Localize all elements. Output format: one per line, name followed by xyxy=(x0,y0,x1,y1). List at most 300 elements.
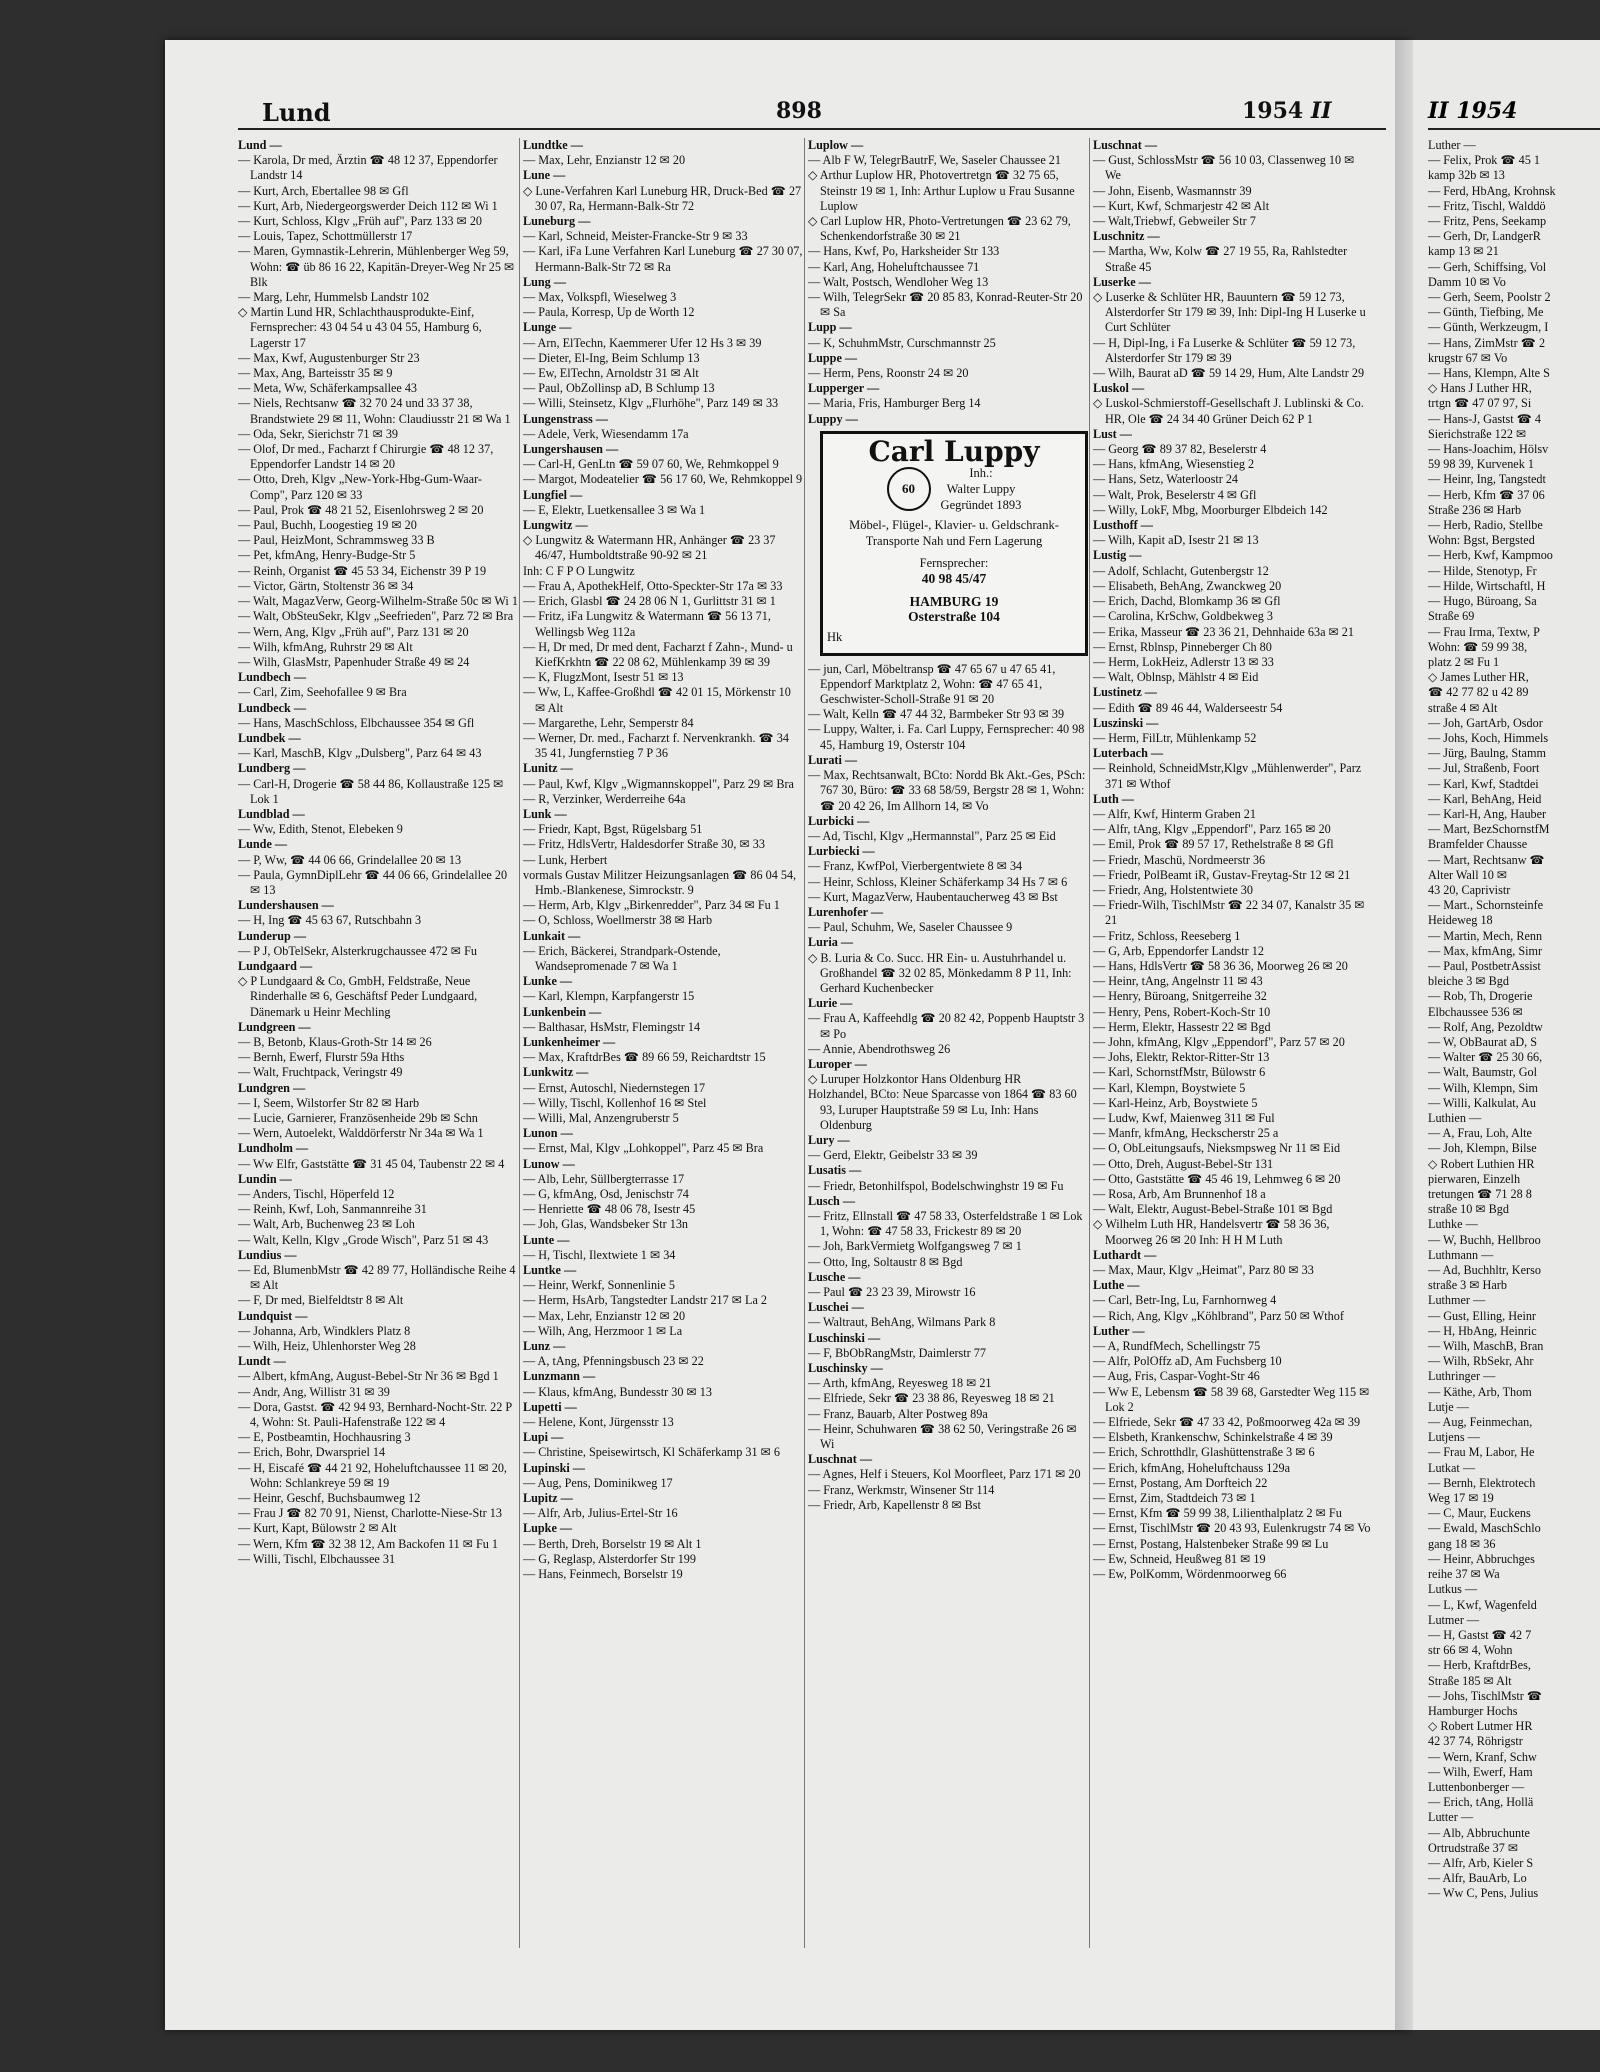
directory-entry: ◇ B. Luria & Co. Succ. HR Ein- u. Austuhrhandel u. Großhandel ☎ 32 02 85, Mönkedamm 8 P 11, Inh: Gerhard Kuchenbecker xyxy=(808,950,1072,995)
surname-heading: Luppy — xyxy=(808,411,858,426)
surname-heading: Luroper — xyxy=(808,1056,867,1071)
directory-entry: — Agnes, Helf i Steuers, Kol Moorfleet, Parz 171 ✉ 20 xyxy=(808,1467,1081,1482)
surname-heading: Lundgren — xyxy=(238,1080,306,1095)
directory-entry: — Alfr, Kwf, Hinterm Graben 21 xyxy=(1093,806,1256,821)
surname-heading: Lundgaard — xyxy=(238,958,313,973)
facing-entry: Lutkus — xyxy=(1428,1582,1478,1597)
facing-entry: Luthmann — xyxy=(1428,1247,1494,1262)
ad-owner-block xyxy=(941,465,1022,513)
directory-entry: — Otto, Ing, Soltaustr 8 ✉ Bgd xyxy=(808,1254,963,1269)
directory-entry: — A, RundfMech, Schellingstr 75 xyxy=(1093,1339,1261,1354)
facing-entry: 43 20, Caprivistr xyxy=(1428,882,1511,897)
directory-entry: — E, Elektr, Luetkensallee 3 ✉ Wa 1 xyxy=(523,502,706,517)
facing-entry: Lutter — xyxy=(1428,1810,1474,1825)
directory-entry: — Dora, Gastst. ☎ 42 94 93, Bernhard-Nocht-Str. 22 P 4, Wohn: St. Pauli-Hafenstraße 122 ✉ 4 xyxy=(238,1399,512,1430)
facing-entry: — Fritz, Pens, Seekamp xyxy=(1428,214,1547,229)
directory-entry: — Karola, Dr med, Ärztin ☎ 48 12 37, Eppendorfer Landstr 14 xyxy=(238,153,498,183)
directory-entry: — Kurt, MagazVerw, Haubentaucherweg 43 ✉ Bst xyxy=(808,889,1058,904)
facing-entry: — Käthe, Arb, Thom xyxy=(1428,1384,1532,1399)
surname-heading: Lunow — xyxy=(523,1156,575,1171)
directory-entry: — Friedr, Kapt, Bgst, Rügelsbarg 51 xyxy=(523,822,703,837)
surname-heading: Luther — xyxy=(1093,1323,1145,1338)
facing-entry: Elbchaussee 536 ✉ xyxy=(1428,1004,1523,1019)
facing-entry: Luthringer — xyxy=(1428,1369,1496,1384)
surname-heading: Lunkenbein — xyxy=(523,1004,602,1019)
directory-entry: — Ernst, Mal, Klgv „Lohkoppel", Parz 45 ✉ Bra xyxy=(523,1141,764,1156)
ad-company-name: Carl Luppy xyxy=(868,434,1040,468)
directory-entry: — Annie, Abendrothsweg 26 xyxy=(808,1041,951,1056)
directory-entry: — Walt, Arb, Buchenweg 23 ✉ Loh xyxy=(238,1217,415,1232)
ad-owner: Walter Luppy xyxy=(946,482,1016,497)
directory-entry: — jun, Carl, Möbeltransp ☎ 47 65 67 u 47 65 41, Eppendorf Marktplatz 2, Wohn: ☎ 47 65 41, Geschwister-Scholl-Straße 91 ✉ 20 xyxy=(808,661,1056,707)
directory-entry: — John, Eisenb, Wasmannstr 39 xyxy=(1093,183,1252,198)
directory-entry: — Frau J ☎ 82 70 91, Nienst, Charlotte-Niese-Str 13 xyxy=(238,1506,502,1521)
directory-entry: — Willy, LokF, Mbg, Moorburger Elbdeich 142 xyxy=(1093,502,1328,517)
directory-entry: — Friedr, Maschü, Nordmeerstr 36 xyxy=(1093,852,1266,867)
directory-entry: — Carl, Betr-Ing, Lu, Farnhornweg 4 xyxy=(1093,1293,1277,1308)
facing-entry: Lutje — xyxy=(1428,1399,1469,1414)
directory-entry: — Ww, L, Kaffee-Großhdl ☎ 42 01 15, Mörkenstr 10 ✉ Alt xyxy=(523,685,791,715)
directory-entry: — Maria, Fris, Hamburger Berg 14 xyxy=(808,396,981,411)
directory-entry: — Fritz, iFa Lungwitz & Watermann ☎ 56 13 71, Wellingsb Weg 112a xyxy=(523,609,771,639)
directory-entry: — Lucie, Garnierer, Französenheide 29b ✉ Schn xyxy=(238,1111,478,1125)
directory-entry: — Walt, Oblnsp, Mählstr 4 ✉ Eid xyxy=(1093,670,1259,685)
facing-entry: Heideweg 18 xyxy=(1428,913,1493,928)
directory-entry: — Elisabeth, BehAng, Zwanckweg 20 xyxy=(1093,578,1282,593)
directory-entry: — Hans, kfmAng, Wiesenstieg 2 xyxy=(1093,457,1255,472)
facing-entry: — Ww C, Pens, Julius xyxy=(1428,1886,1539,1901)
directory-entry: — Franz, KwfPol, Vierbergentwiete 8 ✉ 34 xyxy=(808,859,1023,874)
directory-entry: — Reinh, Organist ☎ 45 53 34, Eichenstr 39 P 19 xyxy=(238,563,487,578)
surname-heading: Lundbek — xyxy=(238,730,301,745)
directory-entry: — Victor, Gärtn, Stoltenstr 36 ✉ 34 xyxy=(238,578,414,593)
directory-entry: — Alfr, Arb, Julius-Ertel-Str 16 xyxy=(523,1506,678,1521)
surname-heading: Lunon — xyxy=(523,1126,573,1141)
facing-entry: Lutkat — xyxy=(1428,1460,1476,1475)
facing-entry: ◇ James Luther HR, xyxy=(1428,670,1529,685)
directory-entry: — Frau A, Kaffeehdlg ☎ 20 82 42, Poppenb Hauptstr 3 ✉ Po xyxy=(808,1011,1085,1041)
facing-entry: — Mart., Schornsteinfe xyxy=(1428,898,1544,913)
facing-entry: ◇ Hans J Luther HR, xyxy=(1428,381,1532,396)
directory-entry: — Erich, Schrotthdlr, Glashüttenstraße 3 ✉ 6 xyxy=(1093,1445,1315,1460)
directory-entry: ◇ Wilhelm Luth HR, Handelsvertr ☎ 58 36 36, Moorweg 26 ✉ 20 Inh: H H M Luth xyxy=(1093,1217,1330,1247)
facing-entry: — Frau Irma, Textw, P xyxy=(1428,624,1540,639)
directory-entry: — Aug, Pens, Dominikweg 17 xyxy=(523,1475,673,1490)
facing-entry: — Walt, Baumstr, Gol xyxy=(1428,1065,1538,1080)
directory-entry: — Klaus, kfmAng, Bundesstr 30 ✉ 13 xyxy=(523,1384,712,1399)
anniversary-seal-icon: 60 xyxy=(887,467,931,511)
directory-entry: — Friedr, PolBeamt iR, Gustav-Freytag-Str 12 ✉ 21 xyxy=(1093,867,1351,882)
facing-entry: — Gust, Elling, Heinr xyxy=(1428,1308,1536,1323)
directory-entry: — F, BbObRangMstr, Daimlerstr 77 xyxy=(808,1345,986,1360)
directory-entry: — Otto, Dreh, Klgv „New-York-Hbg-Gum-Waar-Comp", Parz 120 ✉ 33 xyxy=(238,472,482,502)
directory-entry: — Arn, ElTechn, Kaemmerer Ufer 12 Hs 3 ✉ 39 xyxy=(523,335,762,350)
directory-entry: — Max, Lehr, Enzianstr 12 ✉ 20 xyxy=(523,153,686,168)
directory-entry: — Luppy, Walter, i. Fa. Carl Luppy, Fernsprecher: 40 98 45, Hamburg 19, Osterstr 104 xyxy=(808,722,1085,752)
facing-entry: — Wern, Kranf, Schw xyxy=(1428,1749,1537,1764)
facing-entry: — Ewald, MaschSchlo xyxy=(1428,1521,1541,1536)
directory-entry: vormals Gustav Militzer Heizungsanlagen ☎ 86 04 54, Hmb.-Blankenese, Simrockstr. 9 xyxy=(523,867,797,897)
surname-heading: Luschnitz — xyxy=(1093,229,1160,244)
directory-entry: — Ew, PolKomm, Wördenmoorweg 66 xyxy=(1093,1567,1287,1582)
directory-entry: — Heinr, Schuhwaren ☎ 38 62 50, Veringstraße 26 ✉ Wi xyxy=(808,1421,1077,1452)
ad-services: Möbel-, Flügel-, Klavier- u. Geldschrank-Transporte Nah und Fern Lagerung xyxy=(849,518,1059,549)
page-number: 898 xyxy=(776,98,822,124)
surname-heading: Luppe — xyxy=(808,350,858,365)
directory-entry: — Heinr, Geschf, Buchsbaumweg 12 xyxy=(238,1491,421,1506)
ad-side-mark: Hk xyxy=(827,629,843,644)
surname-heading: Lunk — xyxy=(523,806,567,821)
directory-entry: — Herm, LokHeiz, Adlerstr 13 ✉ 33 xyxy=(1093,654,1274,669)
surname-heading: Lundblad — xyxy=(238,806,305,821)
directory-entry: — Paul ☎ 23 23 39, Mirowstr 16 xyxy=(808,1285,976,1299)
surname-heading: Lupetti — xyxy=(523,1399,577,1414)
directory-entry: — Ad, Tischl, Klgv „Hermannstal", Parz 25 ✉ Eid xyxy=(808,828,1056,843)
directory-entry: ◇ Luskol-Schmierstoff-Gesellschaft J. Lublinski & Co. HR, Ole ☎ 24 34 40 Grüner Deich 62 P 1 xyxy=(1093,396,1364,426)
facing-entry: — Hilde, Stenotyp, Fr xyxy=(1428,563,1537,578)
directory-entry: — B, Betonb, Klaus-Groth-Str 14 ✉ 26 xyxy=(238,1034,432,1049)
surname-heading: Lusthoff — xyxy=(1093,518,1153,533)
directory-entry: — Karl-Heinz, Arb, Boystwiete 5 xyxy=(1093,1095,1258,1110)
directory-entry: — Franz, Werkmstr, Winsener Str 114 xyxy=(808,1482,995,1497)
facing-entry: Lutmer — xyxy=(1428,1612,1480,1627)
surname-heading: Luterbach — xyxy=(1093,746,1164,761)
facing-entry: — Gerh, Schiffsing, Vol xyxy=(1428,259,1547,274)
ad-founded: Gegründet 1893 xyxy=(940,498,1022,513)
directory-entry: — Wilh, Baurat aD ☎ 59 14 29, Hum, Alte Landstr 29 xyxy=(1093,366,1365,381)
surname-heading: Luschinsky — xyxy=(808,1361,883,1376)
directory-entry: — Willi, Tischl, Elbchaussee 31 xyxy=(238,1551,396,1566)
surname-heading: Lunderup — xyxy=(238,928,307,943)
column-divider xyxy=(804,138,805,1948)
surname-heading: Luthe — xyxy=(1093,1278,1140,1293)
directory-entry: — Alfr, PolOffz aD, Am Fuchsberg 10 xyxy=(1093,1354,1282,1369)
facing-entry: — Walter ☎ 25 30 66, xyxy=(1428,1050,1543,1065)
surname-heading: Luszinski — xyxy=(1093,715,1159,730)
directory-entry: — Louis, Tapez, Schottmüllerstr 17 xyxy=(238,229,413,244)
facing-entry: — Wilh, RbSekr, Ahr xyxy=(1428,1354,1534,1369)
directory-entry: — Christine, Speisewirtsch, Kl Schäferkamp 31 ✉ 6 xyxy=(523,1445,780,1460)
surname-heading: Luthardt — xyxy=(1093,1247,1157,1262)
facing-entry: Straße 69 xyxy=(1428,609,1475,624)
facing-entry: — Aug, Feinmechan, xyxy=(1428,1415,1533,1430)
surname-heading: Lungershausen — xyxy=(523,442,619,457)
facing-entry: — Karl, Kwf, Stadtdei xyxy=(1428,776,1539,791)
surname-heading: Lusatis — xyxy=(808,1163,862,1178)
facing-entry: — Frau M, Labor, He xyxy=(1428,1445,1535,1460)
directory-entry: — Gerd, Elektr, Geibelstr 33 ✉ 39 xyxy=(808,1148,978,1163)
directory-entry: — Ww E, Lebensm ☎ 58 39 68, Garstedter Weg 115 ✉ Lok 2 xyxy=(1093,1384,1370,1414)
facing-entry: kamp 32b ✉ 13 xyxy=(1428,168,1505,183)
surname-heading: Lundin — xyxy=(238,1171,292,1186)
facing-entry: — Martin, Mech, Renn xyxy=(1428,928,1543,943)
facing-entry: — Hilde, Wirtschaftl, H xyxy=(1428,578,1546,593)
directory-entry: — Gust, SchlossMstr ☎ 56 10 03, Classenweg 10 ✉ We xyxy=(1093,153,1355,183)
directory-entry: — Paul, Kwf, Klgv „Wigmannskoppel", Parz 29 ✉ Bra xyxy=(523,776,794,791)
directory-entry: — Fritz, Ellnstall ☎ 47 58 33, Osterfeldstraße 1 ✉ Lok 1, Wohn: ☎ 47 58 33, Frickestr 89 ✉ 20 xyxy=(808,1208,1083,1239)
facing-entry: — Willi, Kalkulat, Au xyxy=(1428,1095,1536,1110)
directory-entry: — Alfr, tAng, Klgv „Eppendorf", Parz 165 ✉ 20 xyxy=(1093,822,1331,837)
facing-entry: — Fritz, Tischl, Walddö xyxy=(1428,198,1546,213)
directory-entry: — Herm, Elektr, Hassestr 22 ✉ Bgd xyxy=(1093,1019,1271,1034)
facing-entry: kamp 13 ✉ 21 xyxy=(1428,244,1499,259)
directory-entry: — Walt, MagazVerw, Georg-Wilhelm-Straße 50c ✉ Wi 1 xyxy=(238,594,518,609)
directory-entry: — Niels, Rechtsanw ☎ 32 70 24 und 33 37 38, Brandstwiete 29 ✉ 11, Wohn: Claudiusstr 21 ✉ Wa 1 xyxy=(238,396,511,426)
directory-entry: — Karl, Klempn, Karpfangerstr 15 xyxy=(523,989,695,1004)
directory-entry: — Carl, Zim, Seehofallee 9 ✉ Bra xyxy=(238,685,407,700)
directory-entry: — Fritz, Schloss, Reeseberg 1 xyxy=(1093,928,1241,943)
facing-entry: — Rob, Th, Drogerie xyxy=(1428,989,1533,1004)
directory-entry: — Paul, Schuhm, We, Saseler Chaussee 9 xyxy=(808,920,1013,935)
column-divider xyxy=(519,138,520,1948)
directory-entry: — Carl-H, Drogerie ☎ 58 44 86, Kollaustraße 125 ✉ Lok 1 xyxy=(238,776,504,806)
surname-heading: Lupp — xyxy=(808,320,852,335)
facing-entry: Straße 236 ✉ Harb xyxy=(1428,502,1522,517)
directory-entry: — Herm, HsArb, Tangstedter Landstr 217 ✉ La 2 xyxy=(523,1293,768,1308)
surname-heading: Luschnat — xyxy=(808,1452,873,1467)
facing-entry: pierwaren, Einzelh xyxy=(1428,1171,1521,1186)
directory-entry: — Maren, Gymnastik-Lehrerin, Mühlenberger Weg 59, Wohn: ☎ üb 86 16 22, Kapitän-Dreyer-Weg Nr 25 ✉ Blk xyxy=(238,244,515,289)
surname-heading: Lunkwitz — xyxy=(523,1065,589,1080)
directory-entry: — Joh, Glas, Wandsbeker Str 13n xyxy=(523,1217,689,1232)
surname-heading: Lunz — xyxy=(523,1339,566,1354)
facing-entry: — W, ObBaurat aD, S xyxy=(1428,1034,1538,1049)
directory-entry: — Max, Volkspfl, Wieselweg 3 xyxy=(523,290,677,305)
directory-entry: ◇ Carl Luplow HR, Photo-Vertretungen ☎ 23 62 79, Schenkendorfstraße 30 ✉ 21 xyxy=(808,214,1071,244)
facing-entry: — Hugo, Büroang, Sa xyxy=(1428,594,1537,609)
surname-heading: Lurie — xyxy=(808,996,853,1011)
directory-entry: — Lunk, Herbert xyxy=(523,852,608,867)
directory-entry: — Ernst, Rblnsp, Pinneberger Ch 80 xyxy=(1093,639,1272,654)
directory-entry: — P, Ww, ☎ 44 06 66, Grindelallee 20 ✉ 13 xyxy=(238,852,462,867)
directory-entry: — Wern, Kfm ☎ 32 38 12, Am Backofen 11 ✉ Fu 1 xyxy=(238,1536,499,1551)
surname-heading: Luria — xyxy=(808,935,854,950)
directory-entry: — Karl, Klempn, Boystwiete 5 xyxy=(1093,1080,1246,1095)
facing-entry: — Herb, Kwf, Kampmoo xyxy=(1428,548,1553,563)
directory-entry: — Johanna, Arb, Windklers Platz 8 xyxy=(238,1323,411,1338)
surname-heading: Lundgreen — xyxy=(238,1019,311,1034)
directory-entry: — H, Ing ☎ 45 63 67, Rutschbahn 3 xyxy=(238,913,422,928)
directory-entry: — Meta, Ww, Schäferkampsallee 43 xyxy=(238,381,418,396)
directory-entry: — Max, Ang, Barteisstr 35 ✉ 9 xyxy=(238,366,393,381)
surname-heading: Luserke — xyxy=(1093,274,1151,289)
facing-entry: str 66 ✉ 4, Wohn xyxy=(1428,1643,1513,1658)
facing-entry: — Joh, GartArb, Osdor xyxy=(1428,715,1543,730)
directory-entry: — Ernst, Autoschl, Niedernstegen 17 xyxy=(523,1080,706,1095)
directory-entry: — Kurt, Kwf, Schmarjestr 42 ✉ Alt xyxy=(1093,198,1270,213)
facing-entry: — Herb, Kfm ☎ 37 06 xyxy=(1428,487,1545,502)
facing-entry: — Karl-H, Ang, Hauber xyxy=(1428,806,1547,821)
directory-entry: — Wern, Ang, Klgv „Früh auf", Parz 131 ✉ 20 xyxy=(238,624,469,639)
surname-heading: Lundershausen — xyxy=(238,898,334,913)
directory-entry: Inh: C F P O Lungwitz xyxy=(523,563,635,578)
facing-entry: — Gerh, Seem, Poolstr 2 xyxy=(1428,290,1551,305)
directory-entry: — Erich, Bohr, Dwarspriel 14 xyxy=(238,1445,386,1460)
directory-entry: — Karl, SchornstfMstr, Bülowstr 6 xyxy=(1093,1065,1266,1080)
facing-entry: — Herb, Radio, Stellbe xyxy=(1428,518,1543,533)
directory-entry: — Alb, Lehr, Süllbergterrasse 17 xyxy=(523,1171,685,1186)
directory-entry: — Friedr, Betonhilfspol, Bodelschwinghstr 19 ✉ Fu xyxy=(808,1178,1064,1193)
directory-entry: — Rich, Ang, Klgv „Köhlbrand", Parz 50 ✉ Wthof xyxy=(1093,1308,1344,1323)
facing-entry: — Hans, ZimMstr ☎ 2 xyxy=(1428,335,1546,350)
directory-entry: — K, FlugzMont, Isestr 51 ✉ 13 xyxy=(523,670,684,685)
surname-heading: Lustig — xyxy=(1093,548,1142,563)
facing-entry: Ortrudstraße 37 ✉ xyxy=(1428,1840,1519,1855)
directory-entry: — H, Tischl, Ilextwiete 1 ✉ 34 xyxy=(523,1247,676,1262)
directory-entry: ◇ P Lundgaard & Co, GmbH, Feldstraße, Neue Rinderhalle ✉ 6, Geschäftsf Peder Lundgaard, Dänemark u Heinr Mechling xyxy=(238,974,478,1019)
directory-entry: — Paul, ObZollinsp aD, B Schlump 13 xyxy=(523,381,715,396)
directory-entry: ◇ Arthur Luplow HR, Photovertretgn ☎ 32 75 65, Steinstr 19 ✉ 1, Inh: Arthur Luplow u Frau Susanne Luplow xyxy=(808,168,1075,213)
directory-entry: — Erich, Dachd, Blomkamp 36 ✉ Gfl xyxy=(1093,594,1281,609)
facing-entry: 59 98 39, Kurvenek 1 xyxy=(1428,457,1534,472)
ad-owner-label: Inh.: xyxy=(969,466,993,481)
directory-entry: — G, Arb, Eppendorfer Landstr 12 xyxy=(1093,943,1264,958)
header-rule xyxy=(238,128,1386,130)
directory-entry: — H, Eiscafé ☎ 44 21 92, Hoheluftchaussee 11 ✉ 20, Wohn: Schlankreye 59 ✉ 19 xyxy=(238,1460,507,1490)
directory-entry: — Karl, Schneid, Meister-Francke-Str 9 ✉ 33 xyxy=(523,229,748,244)
facing-entry: ◇ Robert Luthien HR xyxy=(1428,1156,1535,1171)
ad-street: Osterstraße 104 xyxy=(908,609,1000,625)
facing-entry: Straße 185 ✉ Alt xyxy=(1428,1673,1512,1688)
directory-entry: — Hans, Feinmech, Borselstr 19 xyxy=(523,1567,683,1582)
directory-entry: — Andr, Ang, Willistr 31 ✉ 39 xyxy=(238,1384,390,1399)
directory-entry: — Wilh, kfmAng, Ruhrstr 29 ✉ Alt xyxy=(238,639,413,654)
directory-entry: Holzhandel, BCto: Neue Sparcasse von 1864 ☎ 83 60 93, Luruper Hauptstraße 59 ✉ Lu, Inh: Hans Oldenburg xyxy=(808,1087,1077,1132)
volume: II xyxy=(1310,98,1332,124)
surname-heading: Luschinski — xyxy=(808,1330,881,1345)
surname-heading: Lust — xyxy=(1093,426,1132,441)
surname-heading: Lundquist — xyxy=(238,1308,308,1323)
facing-entry: — Wilh, Ewerf, Ham xyxy=(1428,1764,1533,1779)
directory-entry: — Herm, Arb, Klgv „Birkenredder", Parz 34 ✉ Fu 1 xyxy=(523,898,780,913)
ad-owner-row xyxy=(827,465,1081,513)
directory-entry: — Karl, Ang, Hoheluftchaussee 71 xyxy=(808,259,980,274)
directory-entry: — Reinh, Kwf, Loh, Sanmannreihe 31 xyxy=(238,1202,427,1217)
directory-entry: — E, Postbeamtin, Hochhausring 3 xyxy=(238,1430,411,1445)
surname-heading: Lundbech — xyxy=(238,670,307,685)
surname-heading: Lundtke — xyxy=(523,138,583,152)
directory-entry: — Friedr-Wilh, TischlMstr ☎ 22 34 07, Kanalstr 35 ✉ 21 xyxy=(1093,898,1365,928)
facing-entry: Wohn: Bgst, Bergsted xyxy=(1428,533,1535,548)
directory-entry: — Max, Lehr, Enzianstr 12 ✉ 20 xyxy=(523,1308,686,1323)
directory-entry: — Otto, Dreh, August-Bebel-Str 131 xyxy=(1093,1156,1274,1171)
directory-entry: — F, Dr med, Bielfeldtstr 8 ✉ Alt xyxy=(238,1293,404,1308)
facing-entry: Alter Wall 10 ✉ xyxy=(1428,867,1508,882)
directory-entry: — Elfriede, Sekr ☎ 23 38 86, Reyesweg 18 ✉ 21 xyxy=(808,1391,1055,1406)
directory-entry: — Anders, Tischl, Höperfeld 12 xyxy=(238,1187,395,1202)
surname-heading: Lund — xyxy=(238,138,282,152)
directory-entry: — Frau A, ApothekHelf, Otto-Speckter-Str 17a ✉ 33 xyxy=(523,578,783,593)
ad-city: HAMBURG 19 xyxy=(909,594,999,610)
directory-entry: — Max, KraftdrBes ☎ 89 66 59, Reichardtstr 15 xyxy=(523,1050,766,1065)
surname-heading: Lusch — xyxy=(808,1193,856,1208)
directory-entry: — Walt, Elektr, August-Bebel-Straße 101 ✉ Bgd xyxy=(1093,1202,1333,1217)
facing-entry: — H, Gastst ☎ 42 7 xyxy=(1428,1627,1532,1642)
surname-heading: Lupitz — xyxy=(523,1491,573,1506)
facing-entry: — Günth, Tiefbing, Me xyxy=(1428,305,1544,320)
facing-entry: — A, Frau, Loh, Alte xyxy=(1428,1126,1532,1141)
directory-entry: — Werner, Dr. med., Facharzt f. Nervenkrankh. ☎ 34 35 41, Jungfernstieg 7 P 36 xyxy=(523,730,789,761)
facing-entry: — Rolf, Ang, Pezoldtw xyxy=(1428,1019,1543,1034)
directory-entry: — H, Dr med, Dr med dent, Facharzt f Zahn-, Mund- u KiefKrkhtn ☎ 22 08 62, Mühlenkamp 39 ✉ 39 xyxy=(523,639,793,669)
facing-entry: — Hans-Joachim, Hölsv xyxy=(1428,442,1549,457)
directory-entry: — Reinhold, SchneidMstr,Klgv „Mühlenwerder", Parz 371 ✉ Wthof xyxy=(1093,761,1362,791)
facing-page-header: II 1954 xyxy=(1428,98,1518,124)
directory-entry: — Adolf, Schlacht, Gutenbergstr 12 xyxy=(1093,563,1269,578)
facing-entry: krugstr 67 ✉ Vo xyxy=(1428,350,1508,365)
directory-entry: — Kurt, Arch, Ebertallee 98 ✉ Gfl xyxy=(238,183,409,198)
facing-entry: bleiche 3 ✉ Bgd xyxy=(1428,974,1509,989)
directory-entry: — Carl-H, GenLtn ☎ 59 07 60, We, Rehmkoppel 9 xyxy=(523,457,779,472)
surname-heading: Luntke — xyxy=(523,1263,577,1278)
directory-entry: — Alb F W, TelegrBautrF, We, Saseler Chaussee 21 xyxy=(808,153,1061,168)
directory-entry: — Johs, Elektr, Rektor-Ritter-Str 13 xyxy=(1093,1050,1270,1065)
directory-entry: — Herm, Pens, Roonstr 24 ✉ 20 xyxy=(808,366,969,381)
surname-heading: Lung — xyxy=(523,274,567,289)
surname-heading: Lunkenheimer — xyxy=(523,1034,616,1049)
surname-heading: Lupi — xyxy=(523,1430,564,1445)
directory-entry: — I, Seem, Wilstorfer Str 82 ✉ Harb xyxy=(238,1095,420,1110)
directory-entry: — Ernst, Kfm ☎ 59 99 38, Lilienthalplatz 2 ✉ Fu xyxy=(1093,1506,1342,1521)
directory-entry: — Emil, Prok ☎ 89 57 17, Rethelstraße 8 ✉ Gfl xyxy=(1093,837,1334,852)
facing-page-column xyxy=(1428,138,1600,1902)
directory-entry: — Walt, Kelln, Klgv „Grode Wisch", Parz 51 ✉ 43 xyxy=(238,1232,489,1247)
facing-entry: — Felix, Prok ☎ 45 1 xyxy=(1428,153,1541,168)
surname-heading: Lunte — xyxy=(523,1232,570,1247)
surname-heading: Lungfiel — xyxy=(523,487,583,502)
directory-entry: — Otto, Gaststätte ☎ 45 46 19, Lehmweg 6 ✉ 20 xyxy=(1093,1171,1341,1186)
surname-heading: Lurbicki — xyxy=(808,813,870,828)
facing-entry: Luthien — xyxy=(1428,1111,1482,1125)
facing-entry: — Alfr, BauArb, Lo xyxy=(1428,1871,1527,1886)
facing-entry: Damm 10 ✉ Vo xyxy=(1428,274,1506,289)
surname-heading: Luth — xyxy=(1093,791,1134,806)
directory-entry: — Elsbeth, Krankenschw, Schinkelstraße 4 ✉ 39 xyxy=(1093,1430,1333,1445)
directory-entry: — Berth, Dreh, Borselstr 19 ✉ Alt 1 xyxy=(523,1536,702,1551)
facing-entry: — Mart, BezSchornstfM xyxy=(1428,822,1550,837)
directory-entry: — Paula, GymnDiplLehr ☎ 44 06 66, Grindelallee 20 ✉ 13 xyxy=(238,867,508,897)
directory-entry: — Erich, Bäckerei, Strandpark-Ostende, Wandsepromenade 7 ✉ Wa 1 xyxy=(523,943,721,973)
directory-entry: — Walt, Postsch, Wendloher Weg 13 xyxy=(808,274,989,289)
surname-heading: Lundius — xyxy=(238,1247,297,1262)
surname-heading: Lunitz — xyxy=(523,761,573,776)
facing-entry: — Erich, tAng, Hollä xyxy=(1428,1795,1534,1810)
directory-entry: — O, Schloss, Woellmerstr 38 ✉ Harb xyxy=(523,913,713,928)
directory-entry: — Henry, Pens, Robert-Koch-Str 10 xyxy=(1093,1004,1271,1019)
directory-entry: — A, tAng, Pfenningsbusch 23 ✉ 22 xyxy=(523,1354,704,1369)
directory-entry: — Waltraut, BehAng, Wilmans Park 8 xyxy=(808,1315,996,1330)
directory-entry: — Arth, kfmAng, Reyesweg 18 ✉ 21 xyxy=(808,1376,992,1391)
facing-entry: — C, Maur, Euckens xyxy=(1428,1506,1531,1521)
surname-heading: Lunke — xyxy=(523,974,573,989)
facing-entry: — Alfr, Arb, Kieler S xyxy=(1428,1855,1534,1870)
year: 1954 xyxy=(1242,98,1304,124)
directory-entry: — Karl, iFa Lune Verfahren Karl Luneburg ☎ 27 30 07, Hermann-Balk-Str 72 ✉ Ra xyxy=(523,244,803,274)
directory-entry: — Paula, Korresp, Up de Worth 12 xyxy=(523,305,695,320)
facing-entry: — Heinr, Ing, Tangstedt xyxy=(1428,472,1546,487)
directory-entry: ◇ Lune-Verfahren Karl Luneburg HR, Druck-Bed ☎ 27 30 07, Ra, Hermann-Balk-Str 72 xyxy=(523,183,802,213)
running-head-year xyxy=(1242,98,1332,124)
facing-entry: Lutjens — xyxy=(1428,1430,1480,1445)
directory-entry: — Kurt, Arb, Niedergeorgswerder Deich 112 ✉ Wi 1 xyxy=(238,198,498,213)
surname-heading: Lundberg — xyxy=(238,761,306,776)
facing-entry: — Jul, Straßenb, Foort xyxy=(1428,761,1540,776)
facing-entry: Luthmer — xyxy=(1428,1293,1486,1308)
directory-entry: — Manfr, kfmAng, Heckscherstr 25 a xyxy=(1093,1126,1279,1141)
directory-entry: — Margot, Modeatelier ☎ 56 17 60, We, Rehmkoppel 9 xyxy=(523,472,803,487)
directory-entry: — Friedr, Arb, Kapellenstr 8 ✉ Bst xyxy=(808,1497,981,1512)
directory-entry: — Rosa, Arb, Am Brunnenhof 18 a xyxy=(1093,1187,1266,1202)
